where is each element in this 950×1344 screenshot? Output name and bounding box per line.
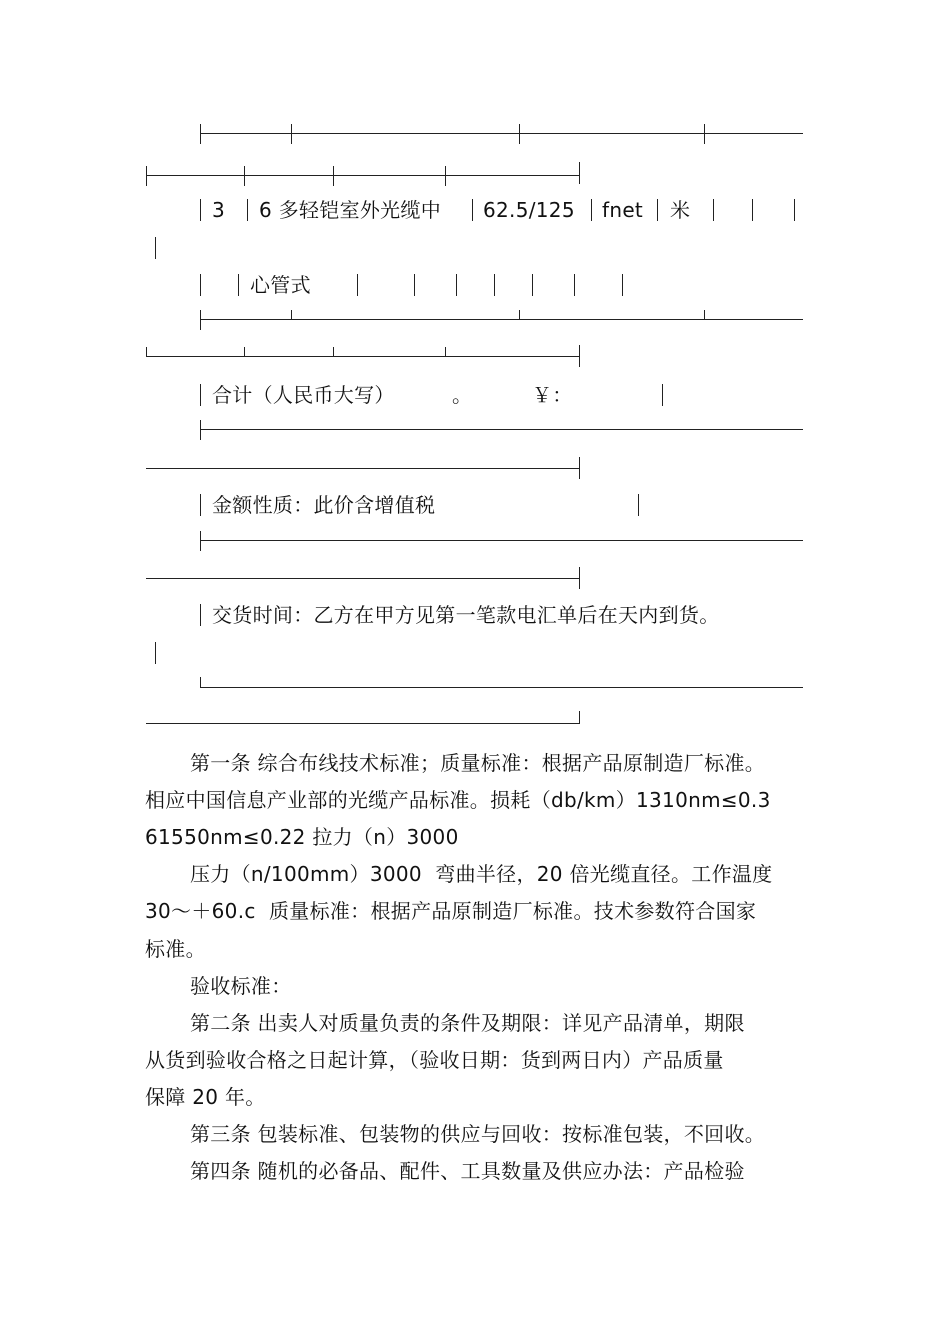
cell-border: [200, 384, 201, 406]
total-label: 合计（人民币大写）: [212, 383, 395, 407]
cell-product-name: 6 多轻铠室外光缆中: [259, 198, 442, 222]
article-2-line-2: 从货到验收合格之日起计算，（验收日期：货到两日内）产品质量: [145, 1048, 724, 1072]
table-rule: [244, 166, 245, 186]
article-2-line-3: 保障 20 年。: [145, 1085, 266, 1109]
cell-border: [472, 199, 473, 221]
table-rule: [579, 162, 580, 184]
table-rule: [146, 356, 580, 357]
cell-border: [591, 199, 592, 221]
total-dot: 。: [452, 383, 473, 407]
cell-border: [657, 199, 658, 221]
article-1-line-3: 61550nm≤0.22 拉力（n）3000: [145, 825, 459, 849]
table-rule: [200, 420, 201, 440]
cell-spec: 62.5/125: [483, 198, 575, 222]
article-3: 第三条 包装标准、包装物的供应与回收：按标准包装，不回收。: [190, 1122, 766, 1146]
cell-border: [200, 274, 201, 296]
table-rule: [445, 347, 446, 357]
cell-border: [713, 199, 714, 221]
cell-border: [200, 494, 201, 516]
table-rule: [200, 677, 201, 688]
cell-border: [238, 274, 239, 296]
cell-border: [532, 274, 533, 296]
cell-border: [662, 384, 663, 406]
table-rule: [200, 310, 201, 330]
cell-border: [247, 199, 248, 221]
pressure-line-2: 30～＋60.c 质量标准：根据产品原制造厂标准。技术参数符合国家: [145, 899, 757, 923]
table-rule: [579, 711, 580, 724]
table-rule: [445, 166, 446, 186]
cell-border: [357, 274, 358, 296]
cell-border: [574, 274, 575, 296]
table-rule: [519, 124, 520, 144]
cell-product-name-cont: 心管式: [250, 273, 311, 297]
cell-border: [622, 274, 623, 296]
cell-no: 3: [212, 198, 226, 222]
article-2-line-1: 第二条 出卖人对质量负责的条件及期限：详见产品清单，期限: [190, 1011, 745, 1035]
table-rule: [200, 124, 201, 144]
cell-unit: 米: [670, 198, 691, 222]
table-rule: [200, 429, 803, 430]
cell-border: [638, 494, 639, 516]
table-rule: [333, 166, 334, 186]
cell-border: [200, 604, 201, 626]
table-rule: [291, 310, 292, 320]
cell-border: [752, 199, 753, 221]
table-rule: [200, 531, 201, 551]
cell-border: [414, 274, 415, 296]
table-rule: [146, 578, 580, 579]
cell-border: [494, 274, 495, 296]
table-rule: [704, 124, 705, 144]
total-yen: ￥：: [532, 383, 573, 407]
delivery-note: 交货时间：乙方在甲方见第一笔款电汇单后在天内到货。: [212, 603, 720, 627]
table-rule: [200, 540, 803, 541]
table-rule: [200, 687, 803, 688]
acceptance-standard: 验收标准：: [190, 974, 292, 998]
table-rule: [291, 124, 292, 144]
table-rule: [579, 567, 580, 589]
article-4: 第四条 随机的必备品、配件、工具数量及供应办法：产品检验: [190, 1159, 745, 1183]
table-rule: [704, 310, 705, 320]
cell-border: [155, 237, 156, 259]
cell-border: [200, 199, 201, 221]
table-rule: [579, 457, 580, 479]
table-rule: [244, 347, 245, 357]
pressure-line-1: 压力（n/100mm）3000 弯曲半径，20 倍光缆直径。工作温度: [190, 862, 773, 886]
table-rule: [146, 723, 580, 724]
cell-brand: fnet: [602, 198, 644, 222]
table-rule: [333, 347, 334, 357]
table-rule: [579, 345, 580, 367]
cell-border: [794, 199, 795, 221]
pressure-line-3: 标准。: [145, 937, 206, 961]
table-rule: [146, 468, 580, 469]
article-1-line-2: 相应中国信息产业部的光缆产品标准。损耗（db/km）1310nm≤0.3: [145, 788, 771, 812]
table-rule: [146, 175, 580, 176]
tax-note: 金额性质：此价含增值税: [212, 493, 436, 517]
cell-border: [155, 642, 156, 664]
article-1-line-1: 第一条 综合布线技术标准；质量标准：根据产品原制造厂标准。: [190, 751, 766, 775]
table-rule: [146, 166, 147, 186]
table-rule: [146, 347, 147, 357]
cell-border: [456, 274, 457, 296]
table-rule: [519, 310, 520, 320]
